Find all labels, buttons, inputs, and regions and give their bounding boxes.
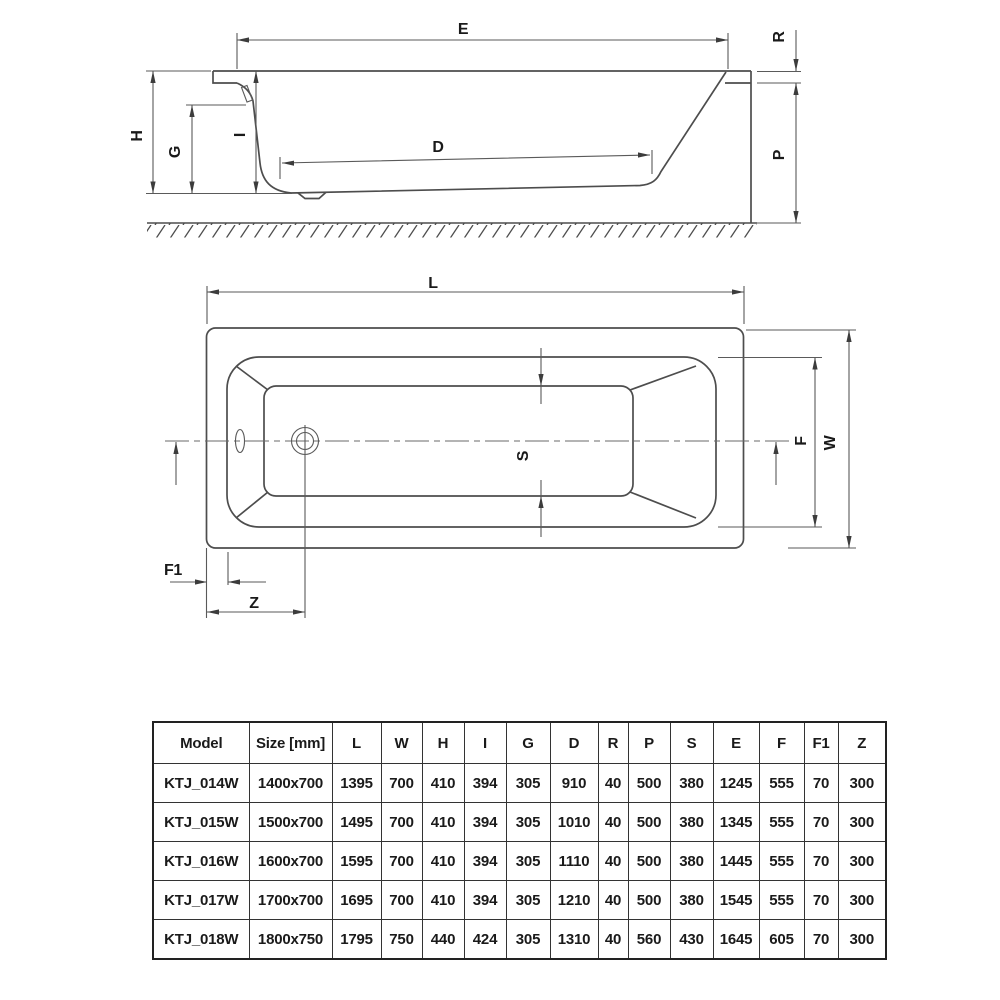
table-cell: 300 — [838, 881, 886, 920]
table-cell: 555 — [759, 764, 804, 803]
table-cell: 1700x700 — [249, 881, 332, 920]
table-cell: 1600x700 — [249, 842, 332, 881]
table-cell: 410 — [422, 842, 464, 881]
table-cell: 394 — [464, 803, 506, 842]
table-cell: 1495 — [332, 803, 381, 842]
table-header-row — [153, 722, 886, 764]
column-header: F — [759, 722, 804, 764]
table-row — [153, 842, 886, 881]
table-body — [153, 764, 886, 960]
table-cell: 305 — [506, 764, 550, 803]
table-cell: 700 — [381, 764, 422, 803]
column-header: R — [598, 722, 628, 764]
table-cell: 1395 — [332, 764, 381, 803]
tub-rim-inner-outline — [227, 357, 716, 527]
table-cell: 1245 — [713, 764, 759, 803]
table-cell: 40 — [598, 881, 628, 920]
table-cell: KTJ_014W — [153, 764, 249, 803]
table-cell: 70 — [804, 803, 838, 842]
table-header — [153, 722, 886, 764]
column-header: D — [550, 722, 598, 764]
table-cell: 40 — [598, 920, 628, 960]
table-cell: 70 — [804, 764, 838, 803]
table-cell: 300 — [838, 764, 886, 803]
table-cell: 40 — [598, 803, 628, 842]
table-cell: KTJ_018W — [153, 920, 249, 960]
table-cell: 1110 — [550, 842, 598, 881]
dim-label-r: R — [771, 31, 788, 43]
dim-label-e: E — [457, 21, 469, 38]
table-row — [153, 803, 886, 842]
table-cell: 910 — [550, 764, 598, 803]
table-cell: 700 — [381, 803, 422, 842]
table-cell: 380 — [670, 881, 713, 920]
dim-label-f1: F1 — [163, 562, 183, 579]
table-cell: 70 — [804, 920, 838, 960]
column-header: G — [506, 722, 550, 764]
table-cell: 700 — [381, 842, 422, 881]
table-cell: 560 — [628, 920, 670, 960]
dim-label-s: S — [515, 450, 532, 462]
table-cell: 305 — [506, 803, 550, 842]
column-header: Z — [838, 722, 886, 764]
table-cell: 500 — [628, 764, 670, 803]
dim-label-h: H — [129, 130, 146, 142]
table-cell: 380 — [670, 803, 713, 842]
side-view — [129, 21, 801, 238]
top-view — [164, 275, 856, 618]
table-cell: 440 — [422, 920, 464, 960]
table-cell: 394 — [464, 842, 506, 881]
table-cell: 1545 — [713, 881, 759, 920]
dim-label-w: W — [822, 435, 839, 451]
table-cell: 305 — [506, 920, 550, 960]
table-cell: 394 — [464, 764, 506, 803]
table-cell: 70 — [804, 881, 838, 920]
table-cell: KTJ_015W — [153, 803, 249, 842]
table-cell: 555 — [759, 803, 804, 842]
dim-label-d: D — [432, 139, 444, 156]
tub-outer-outline — [207, 328, 744, 548]
column-header: I — [464, 722, 506, 764]
dim-e — [237, 33, 728, 69]
table-cell: 1345 — [713, 803, 759, 842]
column-header: Size [mm] — [249, 722, 332, 764]
column-header: Model — [153, 722, 249, 764]
table-cell: 394 — [464, 881, 506, 920]
table-row — [153, 764, 886, 803]
dim-h — [146, 71, 292, 194]
table-cell: 70 — [804, 842, 838, 881]
table-cell: 1800x750 — [249, 920, 332, 960]
table-cell: 1645 — [713, 920, 759, 960]
column-header: P — [628, 722, 670, 764]
dim-label-p: P — [771, 149, 788, 161]
table-cell: 40 — [598, 842, 628, 881]
table-cell: 1210 — [550, 881, 598, 920]
dim-label-g: G — [167, 145, 184, 159]
tub-inner-profile — [237, 72, 726, 193]
table-cell: 555 — [759, 842, 804, 881]
column-header: H — [422, 722, 464, 764]
table-cell: 1010 — [550, 803, 598, 842]
column-header: E — [713, 722, 759, 764]
table-cell: 500 — [628, 842, 670, 881]
table-cell: 300 — [838, 842, 886, 881]
table-cell: 300 — [838, 803, 886, 842]
table-cell: 305 — [506, 842, 550, 881]
table-cell: KTJ_016W — [153, 842, 249, 881]
table-cell: 424 — [464, 920, 506, 960]
dim-label-f: F — [793, 436, 810, 446]
table-cell: 300 — [838, 920, 886, 960]
table-cell: 380 — [670, 764, 713, 803]
dim-g — [186, 105, 246, 194]
table-cell: 410 — [422, 803, 464, 842]
table-cell: 40 — [598, 764, 628, 803]
dimensions-table — [152, 721, 887, 960]
tub-left-lip — [213, 71, 237, 83]
table-cell: 1795 — [332, 920, 381, 960]
table-cell: 410 — [422, 881, 464, 920]
ground-hatching — [147, 224, 757, 238]
table-cell: 1400x700 — [249, 764, 332, 803]
table-row — [153, 881, 886, 920]
table-cell: 430 — [670, 920, 713, 960]
table-cell: 1500x700 — [249, 803, 332, 842]
table-cell: 380 — [670, 842, 713, 881]
column-header: L — [332, 722, 381, 764]
table-cell: 1445 — [713, 842, 759, 881]
table-cell: 700 — [381, 881, 422, 920]
table-cell: 605 — [759, 920, 804, 960]
dim-l — [207, 286, 744, 324]
table-cell: KTJ_017W — [153, 881, 249, 920]
dim-label-l: L — [428, 275, 438, 292]
table-cell: 410 — [422, 764, 464, 803]
table-cell: 1310 — [550, 920, 598, 960]
dim-label-z: Z — [249, 595, 259, 612]
dim-d — [280, 150, 652, 179]
centerline-arrows — [176, 442, 776, 485]
column-header: W — [381, 722, 422, 764]
dim-label-i: I — [232, 132, 249, 138]
column-header: S — [670, 722, 713, 764]
extension-lines-left — [207, 548, 229, 618]
table-cell: 750 — [381, 920, 422, 960]
column-header: F1 — [804, 722, 838, 764]
table-cell: 555 — [759, 881, 804, 920]
table-cell: 1595 — [332, 842, 381, 881]
table-cell: 305 — [506, 881, 550, 920]
table-cell: 500 — [628, 881, 670, 920]
table-cell: 1695 — [332, 881, 381, 920]
table-row — [153, 920, 886, 960]
table-cell: 500 — [628, 803, 670, 842]
